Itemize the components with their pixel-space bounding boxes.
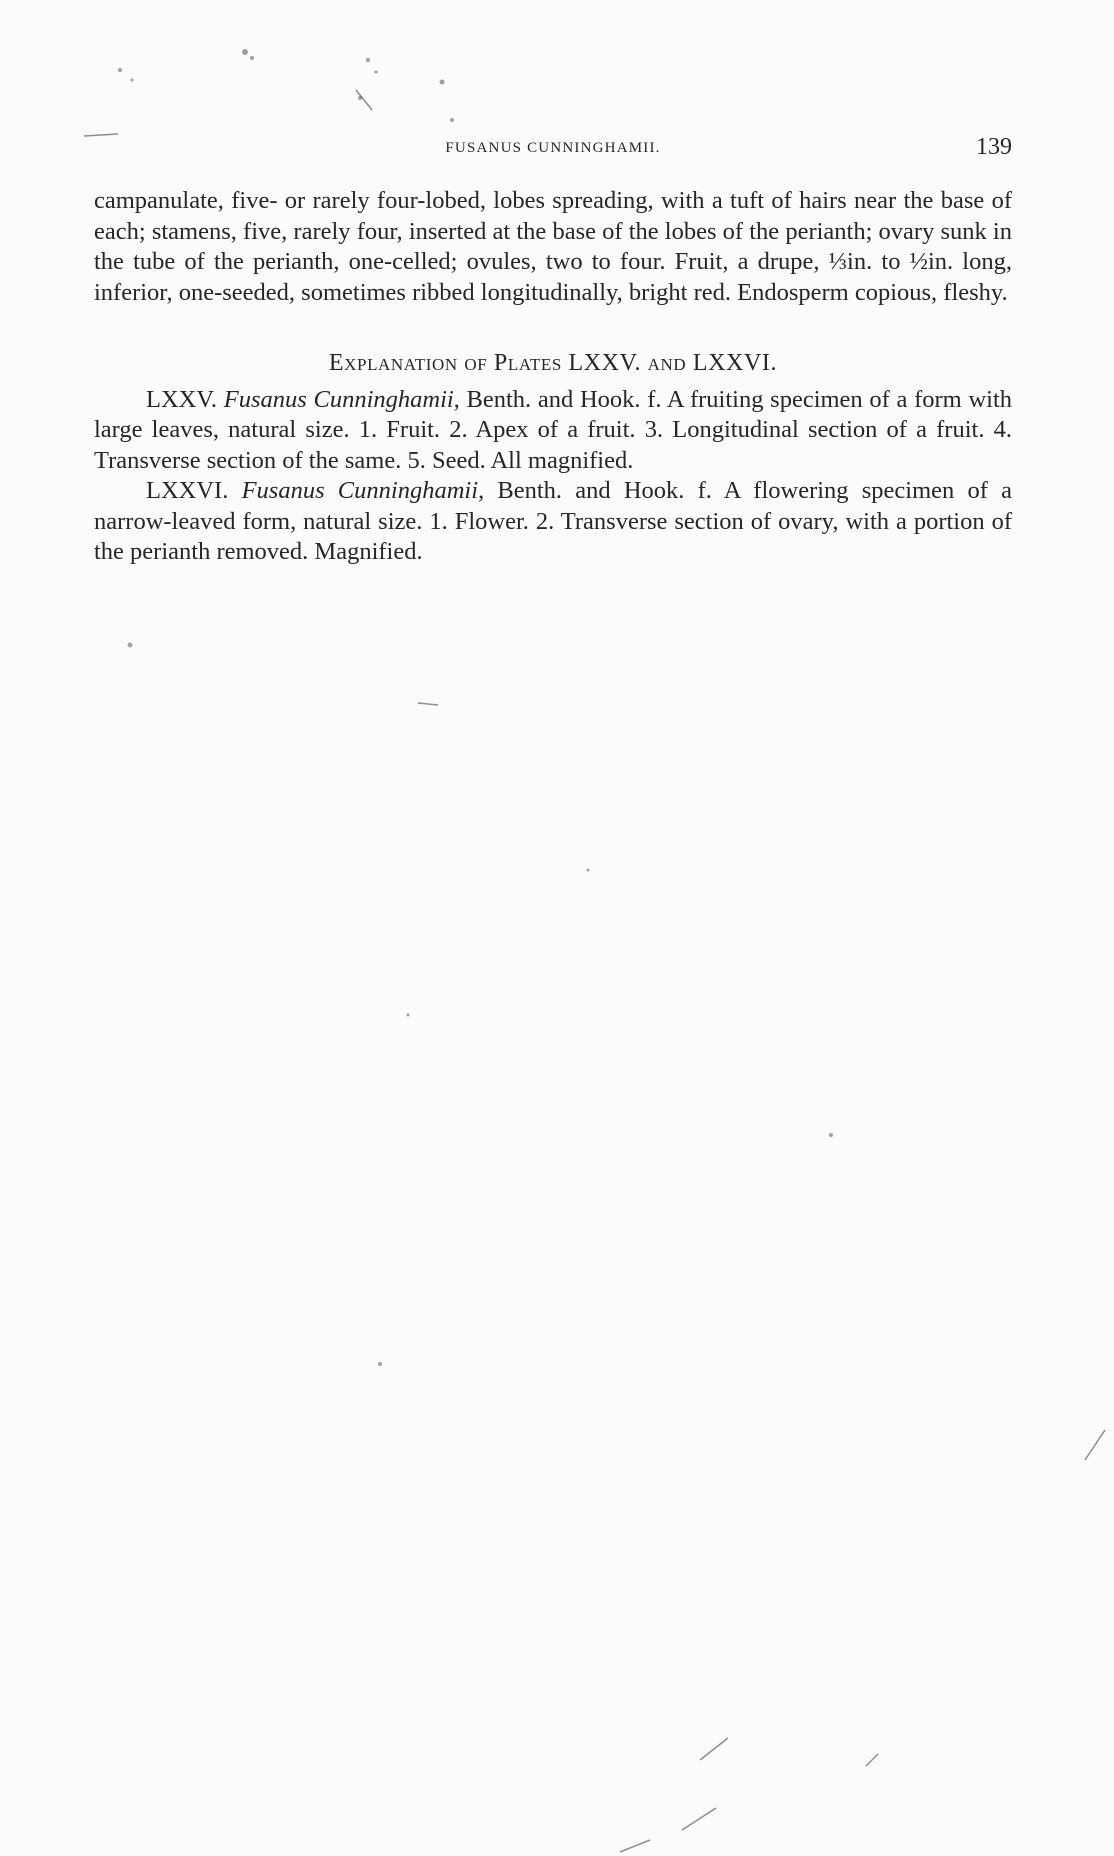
plate-75-entry <box>94 385 1012 477</box>
plate-76-entry <box>94 476 1012 568</box>
plate-76-text: Benth. and Hook. f. A flowering specimen of a narrow-leaved form, natural size. 1. Flower. 2. Transverse section of ovary, with a portion of the perianth removed. Magnified. <box>94 477 1013 565</box>
plate-75-number: LXXV. <box>146 385 218 413</box>
body-text <box>94 186 1012 568</box>
plate-75-species: Fusanus Cunninghamii, <box>223 385 460 413</box>
plate-76-number: LXXVI. <box>146 477 229 504</box>
page-number: 139 <box>976 134 1012 160</box>
running-header <box>94 134 1012 166</box>
description-paragraph: campanulate, five- or rarely four-lobed, lobes spreading, with a tuft of hairs near the base of each; stamens, five, rarely four, inserted at the base of the lobes of the perianth; ovary sunk in the tube of the perianth, one-celled; ovules, two to four. Fruit, a drupe, ⅓in. to ½in. long, inferior, one-seeded, sometimes ribbed longitudinally, bright red. Endosperm copious, fleshy. <box>94 187 1012 306</box>
section-heading: Explanation of Plates LXXV. and LXXVI. <box>328 350 778 376</box>
plate-76-species: Fusanus Cunninghamii, <box>241 477 485 504</box>
running-title: FUSANUS CUNNINGHAMII. <box>445 140 661 156</box>
plate-75-text: Benth. and Hook. f. A fruiting specimen of a form with large leaves, natural size. 1. Fruit. 2. Apex of a fruit. 3. Longitudinal section of a fruit. 4. Transverse section of the same. 5. Seed. All magnified. <box>94 385 1012 474</box>
